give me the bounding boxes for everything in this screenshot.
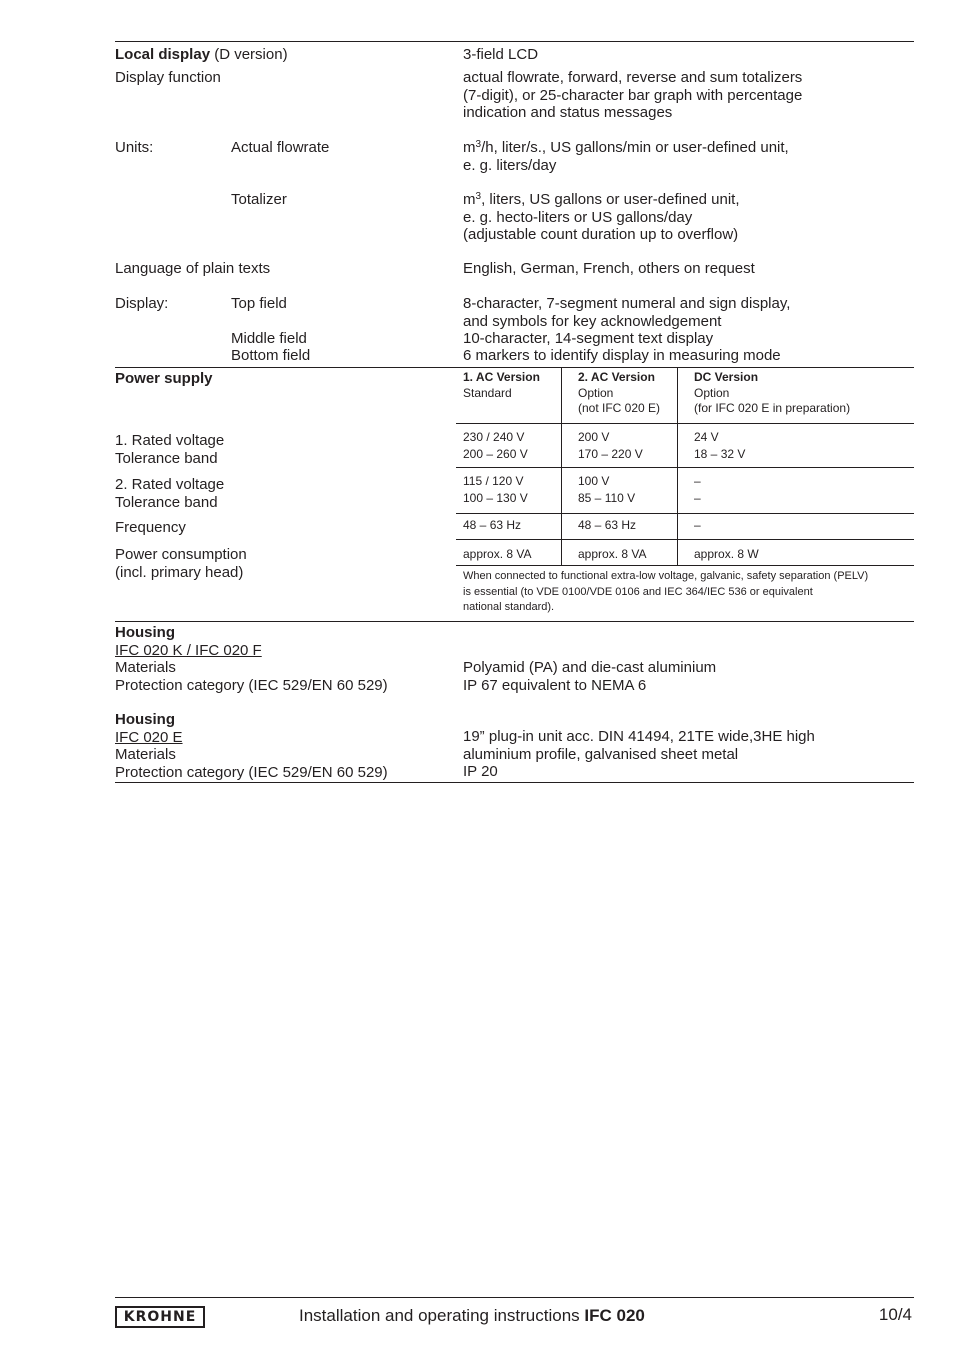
language-value: English, German, French, others on request <box>463 260 755 277</box>
table-cell: 48 – 63 Hz <box>463 518 522 532</box>
materials-label: Materials <box>115 659 176 676</box>
top-field-label: Top field <box>231 295 287 312</box>
table-cell: approx. 8 VA <box>463 547 532 561</box>
row-divider <box>456 467 914 468</box>
totalizer-label: Totalizer <box>231 191 287 208</box>
row-label-rated-voltage-2: 2. Rated voltage Tolerance band <box>115 476 225 511</box>
column-header-ac2: 2. AC Version Option (not IFC 020 E) <box>578 370 661 415</box>
housing-block-e <box>115 711 388 781</box>
column-header-dc: DC Version Option (for IFC 020 E in preparation) <box>694 370 851 415</box>
bottom-rule <box>115 782 914 783</box>
display-label: Display: <box>115 295 169 312</box>
protection-label: Protection category (IEC 529/EN 60 529) <box>115 676 388 694</box>
housing-model: IFC 020 E <box>115 728 183 746</box>
housing-heading: Housing <box>115 624 175 641</box>
row-divider <box>456 423 914 424</box>
housing-block-kf <box>115 624 388 694</box>
table-cell: 48 – 63 Hz <box>578 518 637 532</box>
units-label: Units: <box>115 139 154 156</box>
column-divider <box>677 367 678 565</box>
row-label-rated-voltage-1: 1. Rated voltage Tolerance band <box>115 432 225 467</box>
actual-flowrate-label: Actual flowrate <box>231 139 330 156</box>
table-cell: 24 V 18 – 32 V <box>694 430 746 461</box>
materials-label: Materials <box>115 746 176 763</box>
power-supply-heading: Power supply <box>115 370 213 387</box>
protection-label: Protection category (IEC 529/EN 60 529) <box>115 763 388 781</box>
table-cell: – <box>694 518 701 532</box>
column-header-ac1: 1. AC Version Standard <box>463 370 540 400</box>
page-number: 10/4 <box>878 1305 912 1324</box>
table-cell: 100 V 85 – 110 V <box>578 474 636 505</box>
table-cell: – – <box>694 474 701 505</box>
bottom-field-label: Bottom field <box>231 347 311 364</box>
footer-rule <box>115 1297 914 1298</box>
krohne-logo: KROHNE <box>115 1306 205 1328</box>
column-divider <box>561 367 562 565</box>
materials-value: aluminium profile, galvanised sheet metal <box>463 745 739 763</box>
power-supply-rule <box>115 367 914 368</box>
local-display-heading: Local display (D version) <box>115 46 288 63</box>
table-cell: approx. 8 W <box>694 547 759 561</box>
display-function-label: Display function <box>115 69 221 86</box>
table-cell: approx. 8 VA <box>578 547 647 561</box>
protection-value: IP 67 equivalent to NEMA 6 <box>463 676 647 694</box>
bottom-field-value: 6 markers to identify display in measuring mode <box>463 347 781 364</box>
table-cell: 200 V 170 – 220 V <box>578 430 643 461</box>
row-divider <box>456 565 914 566</box>
display-function-value: actual flowrate, forward, reverse and sum totalizers (7-digit), or 25-character bar graph with percentage indication and status messages <box>463 69 803 121</box>
housing-heading: Housing <box>115 711 175 728</box>
row-divider <box>456 513 914 514</box>
housing-values-kf <box>463 659 716 694</box>
row-label-frequency: Frequency <box>115 519 186 536</box>
local-display-value: 3-field LCD <box>463 46 539 63</box>
top-field-value: 8-character, 7-segment numeral and sign display, and symbols for key acknowledgement <box>463 295 791 330</box>
row-divider <box>456 539 914 540</box>
pelv-note: When connected to functional extra-low voltage, galvanic, safety separation (PELV) is essential (to VDE 0100/VDE 0106 and IEC 364/IEC 536 or equivalent national standard). <box>463 570 869 613</box>
actual-flowrate-value: $m^3/h$, liter/s., US gallons/min or user-defined unit, e. g. liters/day <box>463 139 789 174</box>
housing-rule <box>115 621 914 622</box>
middle-field-label: Middle field <box>231 330 307 347</box>
footer-title: Installation and operating instructions IFC 020 <box>299 1306 645 1325</box>
table-cell: 230 / 240 V 200 – 260 V <box>463 430 528 461</box>
housing-model: IFC 020 K / IFC 020 F <box>115 641 262 659</box>
housing-values-e <box>463 728 815 781</box>
totalizer-value: $m^3$, liters, US gallons or user-defined unit, e. g. hecto-liters or US gallons/day (adjustable count duration up to overflow) <box>463 191 740 243</box>
table-cell: 115 / 120 V 100 – 130 V <box>463 474 528 505</box>
protection-value: IP 20 <box>463 763 498 780</box>
middle-field-value: 10-character, 14-segment text display <box>463 330 714 347</box>
design-value: 19” plug-in unit acc. DIN 41494, 21TE wide,3HE high <box>463 728 815 745</box>
language-label: Language of plain texts <box>115 260 271 277</box>
top-rule <box>115 41 914 42</box>
row-label-power-consumption: Power consumption (incl. primary head) <box>115 546 247 581</box>
materials-value: Polyamid (PA) and die-cast aluminium <box>463 659 717 676</box>
